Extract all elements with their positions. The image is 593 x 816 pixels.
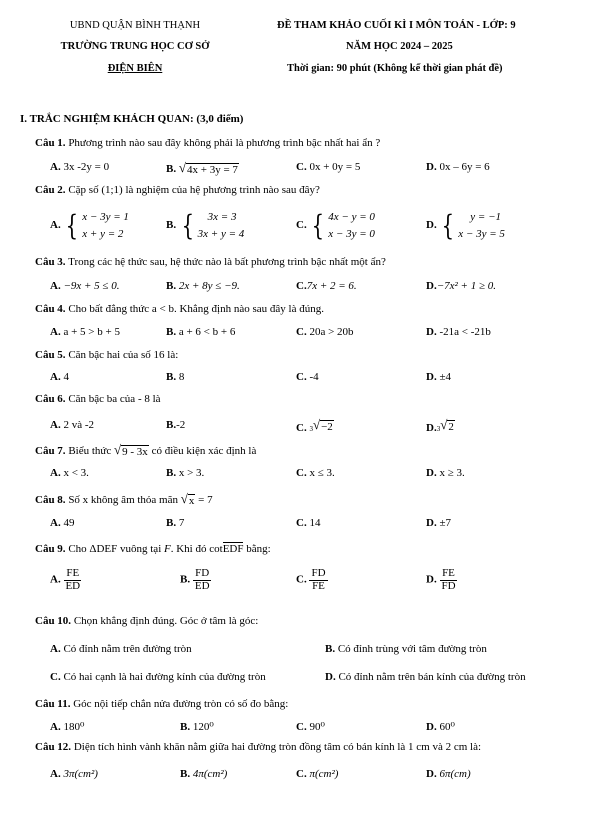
department-name: UBND QUẬN BÌNH THẠNH (69, 20, 201, 31)
question-11: Câu 11. Góc nội tiếp chắn nửa đường tròn có số đo bằng: (35, 698, 289, 710)
question-9: Câu 9. Cho ΔDEF vuông tại F. Khi đó cotEDF bằng: (35, 543, 271, 555)
q7-option-b: B. x > 3. (166, 467, 205, 479)
q12-option-a: A. 3π(cm²) (50, 768, 98, 780)
q12-option-b: B. 4π(cm²) (180, 768, 228, 780)
school-name-2: ĐIỆN BIÊN (107, 63, 163, 74)
q8-option-a: A. 49 (50, 517, 75, 529)
q8-option-b: B. 7 (166, 517, 185, 529)
q11-option-a: A. 180⁰ (50, 721, 85, 733)
question-7: Câu 7. Biểu thức √ 9 - 3x có điều kiện xác định là (35, 442, 257, 458)
exam-title: ĐỀ THAM KHẢO CUỐI KÌ I MÔN TOÁN - LỚP: 9 (277, 20, 516, 31)
question-6: Câu 6. Căn bậc ba của - 8 là (35, 393, 161, 405)
question-4: Câu 4. Cho bất đẳng thức a < b. Khẳng định nào sau đây là đúng. (35, 303, 324, 315)
q10-option-c: C. Có hai cạnh là hai đường kính của đường tròn (50, 671, 266, 683)
q11-option-b: B. 120⁰ (180, 721, 214, 733)
q5-option-a: A. 4 (50, 371, 69, 383)
q7-option-a: A. x < 3. (50, 467, 89, 479)
q4-option-d: D. -21a < -21b (426, 326, 491, 338)
q5-option-b: B. 8 (166, 371, 185, 383)
q2-option-b: B. { 3x = 3 3x + y = 4 (166, 208, 245, 242)
question-5: Câu 5. Căn bậc hai của số 16 là: (35, 349, 179, 361)
q7-option-c: C. x ≤ 3. (296, 467, 335, 479)
q6-option-b: B.-2 (166, 419, 186, 431)
q3-option-b: B. 2x + 8y ≤ −9. (166, 280, 240, 292)
q1-option-a: A. 3x -2y = 0 (50, 161, 110, 173)
q1-option-c: C. 0x + 0y = 5 (296, 161, 361, 173)
q12-option-d: D. 6π(cm) (426, 768, 471, 780)
q6-option-d: D. 3 √ 2 (426, 417, 454, 434)
q10-option-d: D. Có đỉnh nằm trên bán kính của đường tròn (325, 671, 526, 683)
q4-option-a: A. a + 5 > b + 5 (50, 326, 120, 338)
q4-option-b: B. a + 6 < b + 6 (166, 326, 236, 338)
q5-option-c: C. -4 (296, 371, 319, 383)
q2-option-c: C. { 4x − y = 0 x − 3y = 0 (296, 208, 375, 242)
q10-option-a: A. Có đỉnh nằm trên đường tròn (50, 643, 192, 655)
q9-option-b: B. $\frac{FD}{ED}$ (180, 567, 210, 592)
exam-duration: Thời gian: 90 phút (Không kể thời gian phát đề) (287, 63, 503, 74)
q3-option-d: D.−7x² + 1 ≥ 0. (426, 280, 497, 292)
q9-option-c: C. $\frac{FD}{FE}$ (296, 567, 326, 592)
question-8: Câu 8. Số x không âm thỏa mãn √ x = 7 (35, 491, 213, 507)
q11-option-d: D. 60⁰ (426, 721, 455, 733)
q7-option-d: D. x ≥ 3. (426, 467, 465, 479)
question-10: Câu 10. Chọn khẳng định đúng. Góc ở tâm là góc: (35, 615, 259, 627)
q12-option-c: C. π(cm²) (296, 768, 339, 780)
q6-option-c: C. 3 √ −2 (296, 417, 333, 434)
question-3: Câu 3. Trong các hệ thức sau, hệ thức nào là bất phương trình bậc nhất một ẩn? (35, 256, 386, 268)
q10-option-b: B. Có đỉnh trùng với tâm đường tròn (325, 643, 487, 655)
question-12: Câu 12. Diện tích hình vành khăn nằm giữa hai đường tròn đồng tâm có bán kính là 1 cm và 2 cm là: (35, 741, 482, 753)
question-2: Câu 2. Cặp số (1;1) là nghiệm của hệ phương trình nào sau đây? (35, 184, 320, 196)
school-name: TRƯỜNG TRUNG HỌC CƠ SỞ (60, 41, 210, 52)
q8-option-d: D. ±7 (426, 517, 451, 529)
q11-option-c: C. 90⁰ (296, 721, 325, 733)
q8-option-c: C. 14 (296, 517, 321, 529)
q3-option-c: C.7x + 2 = 6. (296, 280, 357, 292)
q1-option-b: B. √ 4x + 3y = 7 (166, 160, 238, 176)
q1-option-d: D. 0x – 6y = 6 (426, 161, 490, 173)
school-year: NĂM HỌC 2024 – 2025 (346, 41, 453, 52)
q9-option-d: D. $\frac{FE}{FD}$ (426, 567, 456, 592)
q5-option-d: D. ±4 (426, 371, 451, 383)
q2-option-d: D. { y = −1 x − 3y = 5 (426, 208, 505, 242)
q9-option-a: A. $\frac{FE}{ED}$ (50, 567, 81, 592)
q3-option-a: A. −9x + 5 ≤ 0. (50, 280, 120, 292)
question-1: Câu 1. Phương trình nào sau đây không phải là phương trình bậc nhất hai ẩn ? (35, 137, 381, 149)
q2-option-a: A. { x − 3y = 1 x + y = 2 (50, 208, 129, 242)
q6-option-a: A. 2 và -2 (50, 419, 94, 431)
q4-option-c: C. 20a > 20b (296, 326, 354, 338)
section-title: I. TRẮC NGHIỆM KHÁCH QUAN: (3,0 điểm) (20, 113, 244, 125)
